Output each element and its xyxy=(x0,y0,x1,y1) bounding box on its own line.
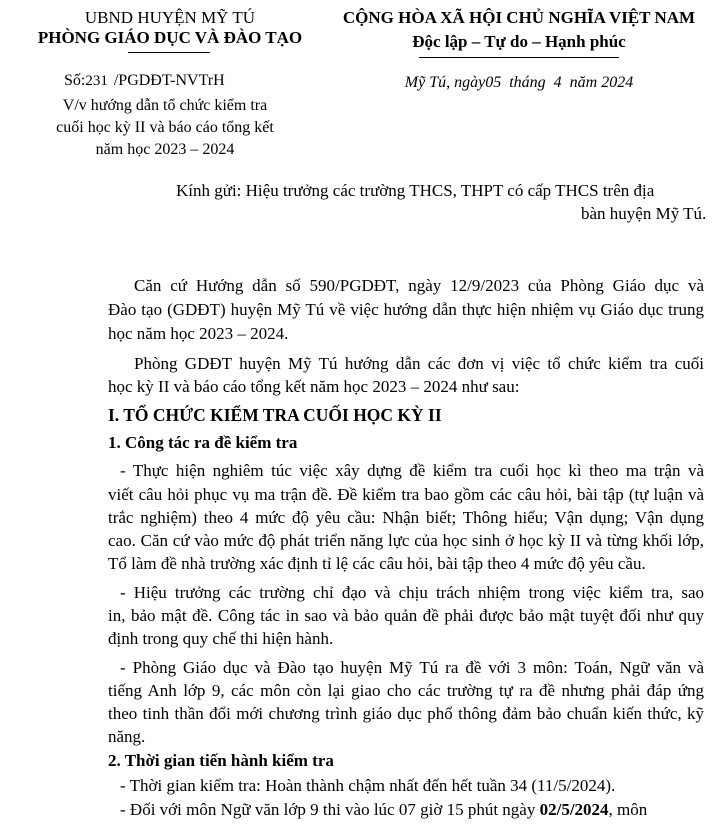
p1-line-3: học năm học 2023 – 2024. xyxy=(108,324,289,343)
p7-text-start: - Đối với môn Ngữ văn lớp 9 thi vào lúc 07 giờ 15 phút ngày xyxy=(120,800,540,819)
subject-line-3: năm học 2023 – 2024 xyxy=(95,141,235,158)
subject-line-1: V/v hướng dẫn tổ chức kiểm tra xyxy=(62,97,268,114)
recipient-line-1: Kính gửi: Hiệu trưởng các trường THCS, THPT có cấp THCS trên địa xyxy=(176,181,655,200)
motto-underline xyxy=(419,57,619,58)
doc-number-label: Số: xyxy=(64,72,86,89)
subsection-2-heading: 2. Thời gian tiến hành kiểm tra xyxy=(108,751,334,770)
recipient-line-2: bàn huyện Mỹ Tú. xyxy=(581,204,707,223)
doc-number-value: 231 xyxy=(85,73,108,89)
p3-line-2: viết câu hỏi phục vụ ma trận đề. Đề kiểm tra bao gồm các câu hỏi, bài tập (tự luận và xyxy=(108,485,704,504)
p4-line-1: - Hiệu trưởng các trường chỉ đạo và chịu trách nhiệm trong việc kiểm tra, sao xyxy=(120,583,704,602)
p5-line-4: năng. xyxy=(108,727,146,746)
agency-underline xyxy=(128,52,210,53)
p5-line-3: theo tinh thần đổi mới chương trình giáo dục phổ thông đảm bảo chuẩn kiến thức, kỹ xyxy=(108,704,704,723)
p4-line-3: định trong quy chế thi hiện hành. xyxy=(108,629,334,648)
p7-exam-date: 02/5/2024 xyxy=(539,800,609,819)
p2-line-2: học kỳ II và báo cáo tổng kết năm học 2023 – 2024 như sau: xyxy=(108,377,520,396)
p3-line-3: trắc nghiệm) theo 4 mức độ yêu cầu: Nhận biết; Thông hiểu; Vận dụng; Vận dụng xyxy=(108,508,704,527)
p3-line-5: Tổ làm đề nhà trường xác định tỉ lệ các câu hỏi, bài tập theo 4 mức độ yêu cầu. xyxy=(108,554,646,573)
agency-name: PHÒNG GIÁO DỤC VÀ ĐÀO TẠO xyxy=(37,28,303,47)
p1-line-1: Căn cứ Hướng dẫn số 590/PGDĐT, ngày 12/9/2023 của Phòng Giáo dục và xyxy=(134,276,704,295)
p2-line-1: Phòng GDĐT huyện Mỹ Tú hướng dẫn các đơn vị việc tổ chức kiểm tra cuối xyxy=(134,354,704,373)
p5-line-2: tiếng Anh lớp 9, các môn còn lại giao cho các trường tự ra đề nhưng phải đáp ứng xyxy=(108,681,704,700)
section-1-heading: I. TỔ CHỨC KIỂM TRA CUỐI HỌC KỲ II xyxy=(108,405,442,425)
subject-line-2: cuối học kỳ II và báo cáo tổng kết xyxy=(56,119,274,136)
p7-text-end: , môn xyxy=(608,800,648,819)
nation-title: CỘNG HÒA XÃ HỘI CHỦ NGHĨA VIỆT NAM xyxy=(342,8,696,27)
agency-parent: UBND HUYỆN MỸ TÚ xyxy=(84,8,256,27)
doc-code: /PGDĐT-NVTrH xyxy=(113,72,225,89)
p7-line-1 xyxy=(120,800,704,820)
p3-line-4: cao. Căn cứ vào mức độ phát triển năng lực của học sinh ở học kỳ II và từng khối lớp, xyxy=(108,531,704,550)
p3-line-1: - Thực hiện nghiêm túc việc xây dựng đề kiểm tra cuối học kì theo ma trận và xyxy=(120,461,704,480)
p6-line: - Thời gian kiểm tra: Hoàn thành chậm nhất đến hết tuần 34 (11/5/2024). xyxy=(120,776,616,795)
p5-line-1: - Phòng Giáo dục và Đào tạo huyện Mỹ Tú ra đề với 3 môn: Toán, Ngữ văn và xyxy=(120,658,704,677)
motto: Độc lập – Tự do – Hạnh phúc xyxy=(412,32,626,51)
p4-line-2: in, bảo mật đề. Công tác in sao và bảo quản đề phải được bảo mật tuyệt đối như quy xyxy=(108,606,704,625)
place-date: Mỹ Tú, ngày05 tháng 4 năm 2024 xyxy=(404,74,634,91)
doc-number xyxy=(64,72,225,90)
p1-line-2: Đào tạo (GDĐT) huyện Mỹ Tú về việc hướng dẫn thực hiện nhiệm vụ Giáo dục trung xyxy=(108,300,704,319)
subsection-1-heading: 1. Công tác ra đề kiểm tra xyxy=(108,433,298,452)
